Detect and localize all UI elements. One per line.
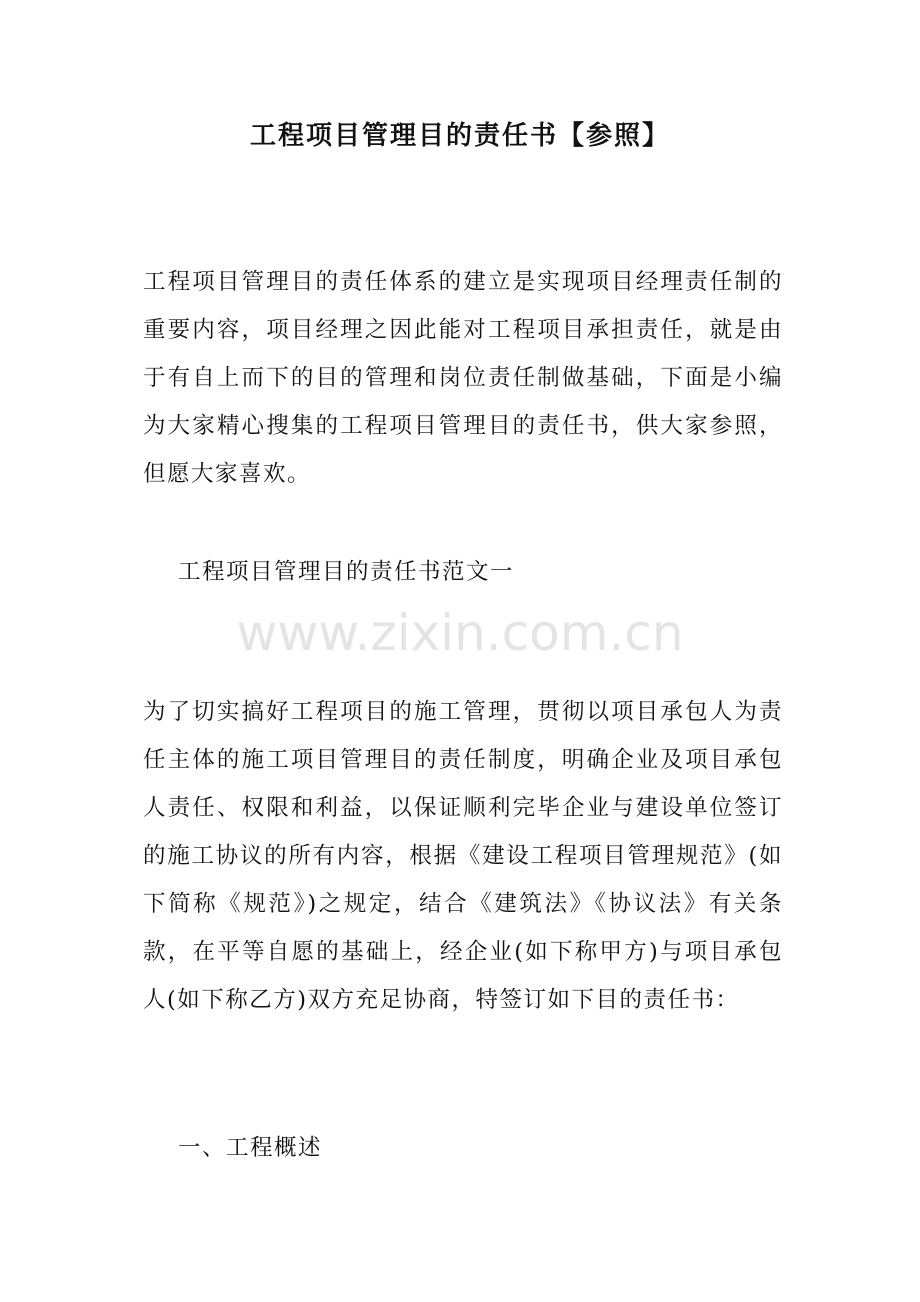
- document-title: 工程项目管理目的责任书【参照】: [249, 121, 670, 151]
- watermark-text: www.zixin.com.cn: [236, 604, 684, 662]
- body-paragraph: 为了切实搞好工程项目的施工管理，贯彻以项目承包人为责任主体的施工项目管理目的责任制度，明确企业及项目承包人责任、权限和利益，以保证顺利完毕企业与建设单位签订的施工协议的所有内容，根据《建设工程项目管理规范》(如下简称《规范》)之规定，结合《建筑法》《协议法》有关条款，在平等自愿的基础上，经企业(如下称甲方)与项目承包人(如下称乙方)双方充足协商，特签订如下目的责任书：: [143, 699, 783, 1013]
- section-subheading: 一、工程概述: [178, 1135, 323, 1161]
- section-heading: 工程项目管理目的责任书范文一: [178, 559, 515, 585]
- intro-paragraph: 工程项目管理目的责任体系的建立是实现项目经理责任制的重要内容，项目经理之因此能对工程项目承担责任，就是由于有自上而下的目的管理和岗位责任制做基础，下面是小编为大家精心搜集的工程项目管理目的责任书，供大家参照，但愿大家喜欢。: [143, 269, 783, 487]
